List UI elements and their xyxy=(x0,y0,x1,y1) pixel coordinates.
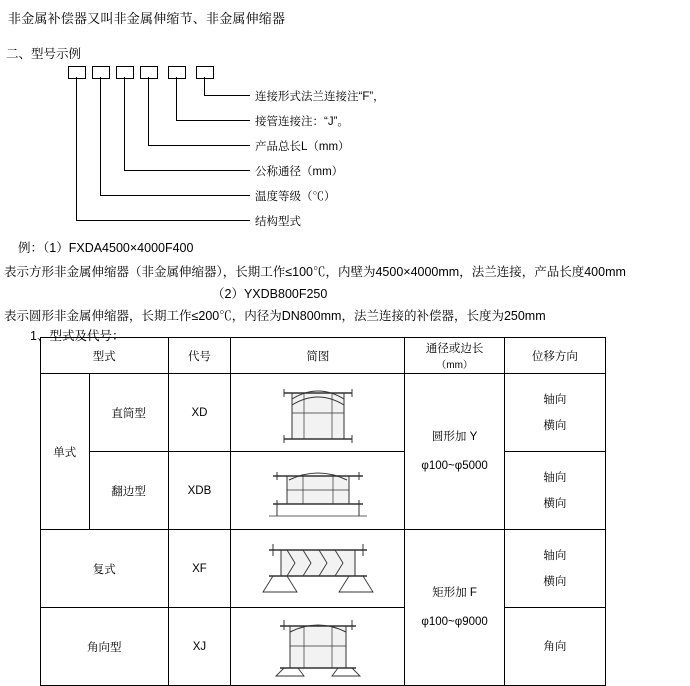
sketch-straight-icon xyxy=(258,379,378,447)
diameter-rectangular xyxy=(405,530,504,686)
example-label: 例： xyxy=(18,241,44,255)
code-box-1 xyxy=(68,66,86,79)
leader-line-1 xyxy=(204,77,205,95)
sketch-angular-icon xyxy=(258,614,378,680)
example-desc-1: 表示方形非金属伸缩器（非金属伸缩器），长期工作≤100℃，内壁为4500×4000mm，法兰连接，产品长度400mm xyxy=(4,265,626,279)
header-diameter-main: 通径或边长 xyxy=(425,343,484,355)
model-number-diagram xyxy=(0,60,690,230)
legend-connection-flange: 连接形式法兰连接注“F”， xyxy=(255,91,385,103)
header-type: 型式 xyxy=(41,338,169,374)
code-xf: XF xyxy=(168,530,231,608)
diameter-circular-range: φ100~φ5000 xyxy=(421,459,488,472)
diameter-circular xyxy=(405,374,504,530)
leader-run-6 xyxy=(76,220,250,221)
type-xf: 复式 xyxy=(41,530,169,608)
table-header-row xyxy=(41,338,606,374)
leader-line-5 xyxy=(100,77,101,195)
displacement-xf xyxy=(504,530,605,608)
type-xj: 角向型 xyxy=(41,608,169,686)
displacement-xd-lateral: 横向 xyxy=(543,419,567,432)
legend-connection-pipe: 接管连接注：“J”。 xyxy=(255,116,349,128)
type-xdb: 翻边型 xyxy=(89,452,168,530)
legend-total-length: 产品总长L（mm） xyxy=(255,141,350,153)
section-heading: 二、型号示例 xyxy=(6,47,82,61)
code-box-2 xyxy=(92,66,110,79)
displacement-xf-axial: 轴向 xyxy=(543,549,567,562)
diameter-rectangular-range: φ100~φ9000 xyxy=(421,615,488,628)
code-box-6 xyxy=(196,66,214,79)
header-displacement: 位移方向 xyxy=(504,338,605,374)
header-code: 代号 xyxy=(168,338,231,374)
sketch-xdb xyxy=(231,452,405,530)
header-diameter-unit: （mm） xyxy=(436,360,473,371)
leader-run-1 xyxy=(204,95,250,96)
sketch-universal-icon xyxy=(253,536,383,602)
leader-run-3 xyxy=(148,145,250,146)
displacement-xd xyxy=(504,374,605,452)
group-label-single: 单式 xyxy=(41,374,90,530)
leader-run-2 xyxy=(176,120,250,121)
table-row xyxy=(41,374,606,452)
table-row xyxy=(41,452,606,530)
header-diameter xyxy=(405,338,504,374)
displacement-xd-axial: 轴向 xyxy=(543,393,567,406)
code-box-5 xyxy=(168,66,186,79)
sketch-xf xyxy=(231,530,405,608)
example-line-1 xyxy=(18,238,193,256)
example-desc-2: 表示圆形非金属伸缩器，长期工作≤200℃，内径为DN800mm，法兰连接的补偿器，长度为250mm xyxy=(4,309,546,323)
table-row xyxy=(41,608,606,686)
code-xd: XD xyxy=(168,374,231,452)
code-box-3 xyxy=(116,66,134,79)
legend-nominal-diameter: 公称通径（mm） xyxy=(255,166,344,178)
leader-line-2 xyxy=(176,77,177,120)
diameter-rectangular-label: 矩形加 F xyxy=(432,586,477,599)
type-xd: 直筒型 xyxy=(89,374,168,452)
example-item-2: （2）YXDB800F250 xyxy=(212,287,328,301)
leader-line-6 xyxy=(76,77,77,220)
diameter-circular-label: 圆形加 Y xyxy=(431,430,478,443)
code-xdb: XDB xyxy=(168,452,231,530)
sketch-xd xyxy=(231,374,405,452)
page-title: 非金属补偿器又叫非金属伸缩节、非金属伸缩器 xyxy=(8,11,286,26)
header-sketch: 简图 xyxy=(231,338,405,374)
table-caption: 1、型式及代号： xyxy=(30,329,125,343)
sketch-flanged-icon xyxy=(253,460,383,522)
spec-table xyxy=(40,337,606,686)
displacement-xj-angular: 角向 xyxy=(543,640,567,653)
legend-structure-type: 结构型式 xyxy=(255,216,301,228)
displacement-xj xyxy=(504,608,605,686)
displacement-xf-lateral: 横向 xyxy=(543,575,567,588)
leader-line-3 xyxy=(148,77,149,145)
leader-run-5 xyxy=(100,195,250,196)
code-xj: XJ xyxy=(168,608,231,686)
displacement-xdb-lateral: 横向 xyxy=(543,497,567,510)
leader-run-4 xyxy=(124,170,250,171)
code-box-4 xyxy=(140,66,158,79)
spec-table-wrapper xyxy=(40,337,606,686)
displacement-xdb-axial: 轴向 xyxy=(543,471,567,484)
table-row xyxy=(41,530,606,608)
example-item-1: （1）FXDA4500×4000F400 xyxy=(43,241,194,255)
leader-line-4 xyxy=(124,77,125,170)
displacement-xdb xyxy=(504,452,605,530)
sketch-xj xyxy=(231,608,405,686)
legend-temperature-grade: 温度等级（℃） xyxy=(255,191,336,203)
